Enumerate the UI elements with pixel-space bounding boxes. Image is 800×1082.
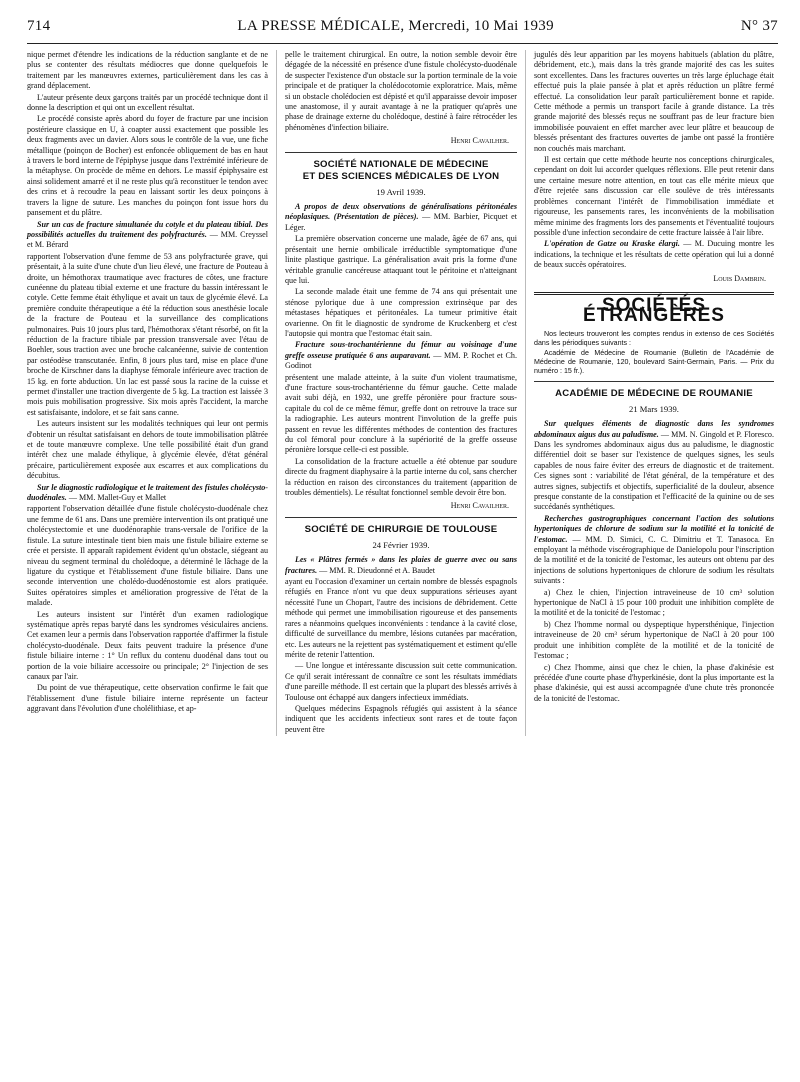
note: Académie de Médecine de Roumanie (Bulletin de l'Académie de Médecine de Roumanie, 120, boulevard Saint-Germain, Paris. — Prix du numéro : 15 fr.). bbox=[534, 348, 774, 375]
paragraph: présentent une malade atteinte, à la suite d'un violent traumatisme, d'une fracture sous-trochantérienne du fémur gauche. Cette malade avait subi déjà, en 1932, une greffe péronière pour fracture sous-capitale du col de ce même fémur, greffe dont on retrouve la trace sur la radiographie. Les auteurs montrent l'involution de la greffe puis passent en revue les différentes méthodes de contention des fractures du col fémoral pour conclure à la supériorité de la greffe osseuse péronière lorsque celle-ci est possible. bbox=[285, 372, 517, 455]
session-date: 24 Février 1939. bbox=[372, 539, 430, 550]
article-title: Les « Plâtres fermés » dans les plaies de guerre avec ou sans fractures. bbox=[285, 555, 517, 575]
paragraph: Les auteurs insistent sur les modalités techniques qui leur ont permis d'obtenir un résultat satisfaisant en dehors de toute immobilisation plâtrée et de toute manœuvre complexe. Une telle possibilité était d'un grand intérêt chez une malade éthylique, à glycémie élevée, d'état général précaire, particulièrement exposée aux escarres et aux complications du décubitus. bbox=[27, 419, 268, 481]
article-title: L'opération de Gatze ou Kraske élargi. bbox=[544, 239, 680, 249]
session-date: 19 Avril 1939. bbox=[376, 186, 426, 197]
divider bbox=[285, 517, 517, 518]
article-heading bbox=[285, 340, 517, 371]
article-title: A propos de deux observations de généralisations péritonéales néoplasiques. (Présentation de pièces). bbox=[285, 202, 517, 222]
column-3 bbox=[525, 50, 774, 736]
article-text: Dans les syndromes abdominaux aigus dus au paludisme, le diagnostic différentiel doit se baser sur l'existence de quelques signes, les seuls capables de nous faire éviter des erreurs de diagnostic et de traitement. Ces signes sont : variabilité de l'état général, de la température et des autres signes, subjectifs et objectifs, superficialité de la douleur, absence presque constante de la constipation et l'efficacité de la quinine ou de ses succédanés synthétiques. bbox=[534, 439, 774, 512]
article-authors: — MM. Mallet-Guy et Mallet bbox=[66, 493, 167, 503]
paragraph: La seconde malade était une femme de 74 ans qui présentait une sténose pylorique due à une compression extrinsèque par des métastases hépatiques et péritonéales. La tumeur primitive était ovarienne. On fit le diagnostic de syndrome de Kruckenberg et c'est l'autopsie qui montra que l'estomac était sain. bbox=[285, 287, 517, 338]
section-title bbox=[285, 159, 517, 183]
paragraph: rapportent l'observation d'une femme de 53 ans polyfracturée grave, qui présentait, à la suite d'une chute d'un lieu élevé, une fracture de Pouteau à droite, un hémothorax traumatique avec fractures de côtes, une fracture cunéenne du plateau tibial externe et une fracture du bassin intéressant le cotyle. Cette femme était éthylique et avait un taux de glycémie élevé. La première conduite thérapeutique a été la réduction sous anesthésie locale de la fracture de Pouteau et la surveillance des complications pulmonaires. Puis 10 jours plus tard, l'hémothorax s'étant résorbé, on fit la réduction de la fracture tibiale par pression transversale avec l'étau de Boehler, sous traction avec une broche calcanéenne, suivie de contention par ostéodèse transcutanée. Enfin, 8 jours plus tard, mise en place d'une broche de Kirschner dans la diaphyse fémorale inférieure avec traction de 15 kg. en forte abduction. Un lac est passé sous la racine de la cuisse et permet d'installer une traction divergente de 5 kg. La traction est laissée 3 mois puis mobilisation progressive. Six mois après l'accident, la marche est satisfaisante, indolore, et se fait sans canne. bbox=[27, 251, 268, 417]
paragraph: pelle le traitement chirurgical. En outre, la notion semble devoir être dégagée de la nécessité en présence d'une fistule cholécysto-duodénale de suspecter l'existence d'un obstacle sur la portion terminale de la voie principale et de pratiquer la cholédocotomie exploratrice. Mais, même si un obstacle cholédocien est dépisté et qu'il apparaisse devoir imposer une anastomose, il y aurait avantage à ne la pratiquer qu'après une phase de drainage externe du cholédoque, destiné à faire rétrocéder les phénomènes d'infection biliaire. bbox=[285, 50, 517, 132]
article-title: Sur quelques éléments de diagnostic dans les syndromes abdominaux aigus dus au paludisme. bbox=[534, 419, 774, 439]
article-authors: — MM. Barbier, Picquet et Léger. bbox=[285, 212, 518, 232]
session-date: 21 Mars 1939. bbox=[629, 403, 679, 414]
article-title: Recherches gastrographiques concernant l'action des solutions hypertoniques de chlorure de sodium sur la motilité et la tonicité de l'estomac. bbox=[534, 513, 774, 544]
article-heading bbox=[534, 419, 774, 513]
paragraph: Quelques médecins Espagnols réfugiés qui assistent à la séance indiquent que les accidents infectieux sont rares et de toute façon peuvent être bbox=[285, 703, 517, 734]
signature: Henri Cavailher. bbox=[450, 501, 509, 511]
section-title: SOCIÉTÉS ÉTRANGÈRES bbox=[583, 294, 725, 327]
divider bbox=[534, 381, 774, 382]
section-title: SOCIÉTÉ DE CHIRURGIE DE TOULOUSE bbox=[304, 523, 498, 535]
columns bbox=[27, 50, 778, 736]
header-rule bbox=[27, 43, 778, 44]
paragraph: c) Chez l'homme, ainsi que chez le chien, la phase d'akinésie est précédée d'une courte phase d'hyperkinésie, dont la plus importante est la phase d'akinésie, qui est aussi accompagnée d'une chute très prononcée de la tonicité de l'estomac. bbox=[534, 662, 774, 703]
article-title: Sur un cas de fracture simultanée du cotyle et du plateau tibial. Des possibilités actuelles du traitement des polyfracturés. bbox=[27, 219, 268, 239]
paragraph: Il est certain que cette méthode heurte nos conceptions chirurgicales, cependant on doit lui accorder quelques réflexions. Elle peut retenir dans une certaine mesure notre attention, en tout cas elle mérite mieux que d'être rejetée sans discussion car elle soulève de très intéressants problèmes concernant l'intérêt de l'immobilisation immédiate et rigoureuse, les pansements rares, les inconvénients de la mobilisation même minime des fragments lors des pansements et l'éventualité toujours possible d'une infection secondaire de cette fracture laissée à l'air libre. bbox=[534, 155, 774, 237]
column-2 bbox=[276, 50, 525, 736]
article-heading bbox=[534, 514, 774, 587]
article-heading bbox=[285, 202, 517, 233]
article-authors: — MM. Creyssel et M. Bérard bbox=[27, 229, 268, 250]
article-authors: — M. Ducuing bbox=[679, 239, 736, 249]
column-1 bbox=[27, 50, 276, 736]
paragraph: La consolidation de la fracture actuelle a été obtenue par soudure directe du fragment diaphysaire à la partie interne du col, sans chercher la réduction en raison des circonstances du traitement (apparition de troubles démentiels). Le résultat fonctionnel semble devoir être bon. bbox=[285, 456, 517, 498]
publication-title: LA PRESSE MÉDICALE, Mercredi, 10 Mai 1939 bbox=[237, 18, 554, 34]
note: Nos lecteurs trouveront les comptes rendus in extenso de ces Sociétés dans les périodiques suivants : bbox=[534, 329, 774, 347]
article-authors: — MM. D. Simici, C. C. Dimitriu et T. Tanasoca. bbox=[567, 534, 760, 544]
paragraph: b) Chez l'homme normal ou dyspeptique hypersthénique, l'injection intraveineuse de 20 cm³ sérum hypertonique de NaCl à 20 pour 100 produit une inhibition complète de la motilité et de la tonicité de l'estomac ; bbox=[534, 619, 774, 661]
divider bbox=[285, 152, 517, 153]
paragraph: nique permet d'étendre les indications de la réduction sanglante et de ne plus se contenter des résultats médiocres que donne quelquefois le traitement par les manœuvres externes, particulièrement dans les cas à grand déplacement. bbox=[27, 50, 268, 91]
article-authors: — MM. R. Dieudonné et A. Baudet bbox=[317, 565, 435, 575]
paragraph: Le procédé consiste après abord du foyer de fracture par une incision postérieure classique en U, à coapter aussi exactement que possible les deux fragments avec un davier. Alors sous le contrôle de la vue, une fiche métallique (poinçon de Bocher) est enfoncée obliquement de bas en haut à travers le bord interne de l'épiphyse jusque dans l'extrémité inférieure de la métaphyse. On procède de même en dehors. Le massif épiphysaire est ainsi solidement amarré et il ne reste plus qu'à reconstituer le tendon avec des crins et à recoudre la peau en laissant sortir les deux poinçons à travers la ligne de suture. Les manches du poinçon font issue hors du pansement et du plâtre. bbox=[27, 114, 268, 218]
page-number: 714 bbox=[27, 18, 51, 34]
paragraph: La première observation concerne une malade, âgée de 67 ans, qui présentait une hernie ombilicale irréductible symptomatique d'une linite plastique gastrique. La généralisation avait pris la forme d'une véritable granulie cancéreuse attaquant tout le péritoine et n'atteignant que lui. bbox=[285, 234, 517, 285]
article-title: Sur le diagnostic radiologique et le traitement des fistules cholécysto-duodénales. bbox=[27, 482, 268, 503]
issue-number: N° 37 bbox=[740, 18, 778, 34]
paragraph: L'auteur présente deux garçons traités par un procédé technique dont il donne la description et qui ont un excellent résultat. bbox=[27, 92, 268, 113]
page-header bbox=[27, 18, 778, 40]
paragraph: Les auteurs insistent sur l'intérêt d'un examen radiologique systématique après repas baryté dans les syndromes vésiculaires anciens. Cet examen leur a permis dans l'observation rapportée d'affirmer la fistule cholécysto-duodénale. Deux faits peuvent traduire la présence d'une fistule biliaire interne : 1° Un reflux du contenu duodénal dans tout ou portion de la voie biliaire accessoire ou principale; 2° l'injection de ses canaux par l'air. bbox=[27, 609, 268, 681]
section-title-line: ET DES SCIENCES MÉDICALES DE LYON bbox=[302, 170, 500, 182]
article-heading bbox=[27, 483, 268, 504]
article-heading bbox=[27, 220, 268, 251]
paragraph: rapportent l'observation détaillée d'une fistule cholécysto-duodénale chez une femme de 61 ans. Dans une première intervention ils ont pratiqué une cholécystectomie et une duodénoraphie trans-versale de l'orifice de la fistule. La suture intestinale tient bien mais une fistule biliaire externe se crée et persiste. Il apparaît rapidement évident qu'un obstacle, siégeant au niveau du segment terminal du cholédoque, a déterminé le lâchage de la ligature du cystique et l'établissement d'une fistule biliaire. Dans une seconde intervention une cholédo-duodénostomie est alors pratiquée. Suites opératoires simples et amélioration progressive de l'état de la malade. bbox=[27, 504, 268, 608]
section-title-line: SOCIÉTÉ NATIONALE DE MÉDECINE bbox=[313, 158, 489, 170]
article-text: montre les indications, la technique et les résultats de cette opération qui lui a donné de beaux succès opératoires. bbox=[534, 239, 774, 270]
article-title: Fracture sous-trochantérienne du fémur au voisinage d'une greffe osseuse pratiquée 6 ans auparavant. bbox=[285, 340, 517, 360]
signature: Henri Cavailher. bbox=[450, 136, 509, 146]
section-title: ACADÉMIE DE MÉDECINE DE ROUMANIE bbox=[555, 387, 753, 399]
paragraph: Du point de vue thérapeutique, cette observation confirme le fait que l'établissement d'une fistule biliaire interne représente un facteur aggravant dans l'évolution d'une cholélithiase, et ap- bbox=[27, 683, 268, 714]
article-heading bbox=[285, 555, 517, 576]
paragraph: — Une longue et intéressante discussion suit cette communication. Ce qu'il serait intéressant de connaître ce sont les résultats immédiats d'une pareille méthode. Il est certain que la plupart des blessés arrivés à Toulouse ont échappé aux dangers infectieux immédiats. bbox=[285, 661, 517, 702]
paragraph: ayant eu l'occasion d'examiner un certain nombre de blessés espagnols réfugiés en France n'ont vu que deux suppurations sérieuses ayant nécessité l'une un Chopart, l'autre des incisions de débridement. Cette méthode qui permet une immobilisation rigoureuse et des pansements rares a néanmoins quelques inconvénients : tendance à la cavité close, difficulté de surveillance du membre, lésions cutanées par macération, etc. Les auteurs ne la rejettent pas systématiquement et estiment qu'elle mérite de retenir l'attention. bbox=[285, 577, 517, 659]
article-authors: — MM. N. Gingold et P. Floresco. bbox=[658, 429, 774, 439]
article-heading bbox=[534, 239, 774, 270]
article-text: En employant la méthode viscérographique de Danielopolu pour l'inscription de la motilité et de la tonicité de l'estomac, les auteurs ont obtenu par des injections de solutions hypertoniques de chlorure de sodium les résultats suivants : bbox=[534, 534, 774, 586]
paragraph: a) Chez le chien, l'injection intraveineuse de 10 cm³ solution hypertonique de NaCl à 15 pour 100 produit une inhibition complète de la motilité et de la tonicité de l'estomac ; bbox=[534, 587, 774, 618]
paragraph: jugulés dès leur apparition par les moyens habituels (ablation du plâtre, débridement, etc.), mais dans la très grande majorité des cas les suites sont excellentes. Dans les fractures ouvertes un très large épluchage était effectué puis la plaie pansée à plat et après réduction un plâtre fermé effectué. La consolidation leur paraît particulièrement bonne et rapide. Cette méthode a permis un transport facile à grande distance. La très grande majorité des blessés reçus ne souffrant pas de leur fracture bien immobilisée pouvaient en effet marcher avec leur plâtre et beaucoup de blessés présentant des fractures ouvertes de jambe ont passé la frontière non couchés mais marchant. bbox=[534, 50, 774, 153]
article-authors: — MM. P. Rochet et Ch. Godinot bbox=[285, 350, 517, 371]
signature: Louis Dambrin. bbox=[713, 273, 766, 283]
